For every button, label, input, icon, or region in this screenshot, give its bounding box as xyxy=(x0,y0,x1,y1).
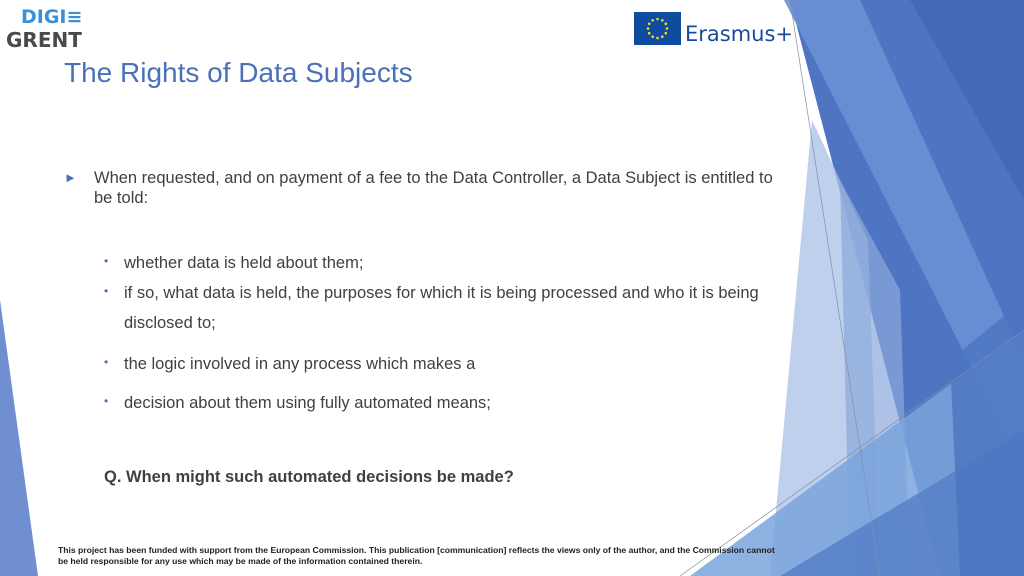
intro-text: When requested, and on payment of a fee to the Data Controller, a Data Subject is entitled to be told: xyxy=(94,169,773,207)
list-item-text: if so, what data is held, the purposes for which it is being processed and who it is being disclosed to; xyxy=(124,284,759,332)
list-item-text: the logic involved in any process which makes a xyxy=(124,355,476,373)
logo-line-1: DIGI≡ xyxy=(21,6,83,28)
dot-icon: • xyxy=(104,284,109,298)
erasmus-logo xyxy=(634,12,794,48)
logo-line-2: GRENT xyxy=(6,28,82,52)
slide-title: The Rights of Data Subjects xyxy=(64,57,413,88)
discussion-question: Q. When might such automated decisions be made? xyxy=(104,468,514,486)
funding-disclaimer: This project has been funded with support from the European Commission. This publication [communication] reflects the views only of the author, and the Commission cannot be held responsible for any use which may be made of the information contained therein. xyxy=(58,545,775,566)
list-item-text: decision about them using fully automated means; xyxy=(124,394,491,412)
list-item-text: whether data is held about them; xyxy=(124,254,364,272)
dot-icon: • xyxy=(104,254,109,268)
play-arrow-icon: ► xyxy=(64,170,77,185)
dot-icon: • xyxy=(104,355,109,369)
deco-shape-left xyxy=(0,300,38,576)
erasmus-wordmark: Erasmus+ xyxy=(685,22,794,46)
digigrent-logo xyxy=(6,8,86,52)
eu-flag-icon xyxy=(634,12,681,45)
dot-icon: • xyxy=(104,394,109,408)
